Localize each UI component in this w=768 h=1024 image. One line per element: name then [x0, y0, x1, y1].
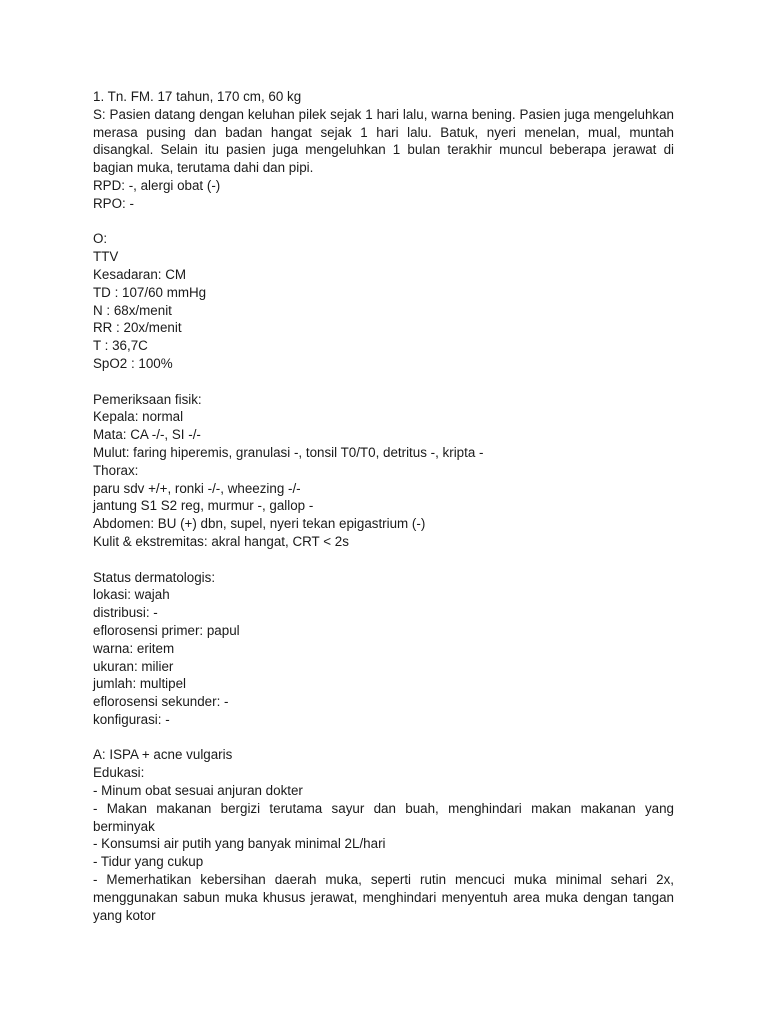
vital-respiratory-rate: RR : 20x/menit	[93, 320, 182, 336]
education-item: - Memerhatikan kebersihan daerah muka, seperti rutin mencuci muka minimal sehari 2x, menggunakan sabun muka khusus jerawat, menghindari menyentuh area muka dengan tangan yang kotor	[93, 872, 674, 923]
blank-line	[93, 551, 674, 569]
derm-count: jumlah: multipel	[93, 676, 187, 692]
education-heading: Edukasi:	[93, 765, 145, 781]
objective-heading: O:	[93, 231, 108, 247]
derm-primary-efflorescence: eflorosensi primer: papul	[93, 622, 240, 638]
derm-color: warna: eritem	[93, 640, 175, 656]
exam-eyes: Mata: CA -/-, SI -/-	[93, 427, 201, 443]
exam-mouth: Mulut: faring hiperemis, granulasi -, tonsil T0/T0, detritus -, kripta -	[93, 444, 484, 460]
vital-blood-pressure: TD : 107/60 mmHg	[93, 284, 207, 300]
derm-distribution: distribusi: -	[93, 605, 158, 621]
blank-line	[93, 373, 674, 391]
physical-exam-heading: Pemeriksaan fisik:	[93, 391, 202, 407]
patient-header: 1. Tn. FM. 17 tahun, 170 cm, 60 kg	[93, 89, 302, 104]
blank-line	[93, 213, 674, 231]
education-item: - Tidur yang cukup	[93, 854, 204, 870]
education-item: - Makan makanan bergizi terutama sayur dan buah, menghindari makan makanan yang berminyak	[93, 800, 674, 834]
exam-abdomen: Abdomen: BU (+) dbn, supel, nyeri tekan epigastrium (-)	[93, 516, 426, 532]
derm-size: ukuran: milier	[93, 658, 174, 674]
document-page	[93, 88, 674, 924]
vital-spo2: SpO2 : 100%	[93, 355, 173, 371]
exam-head: Kepala: normal	[93, 409, 184, 425]
vital-temperature: T : 36,7C	[93, 338, 148, 354]
derm-location: lokasi: wajah	[93, 587, 170, 603]
blank-line	[93, 729, 674, 747]
assessment-line: A: ISPA + acne vulgaris	[93, 747, 233, 763]
education-item: - Minum obat sesuai anjuran dokter	[93, 783, 303, 799]
vital-consciousness: Kesadaran: CM	[93, 266, 187, 282]
dermatology-heading: Status dermatologis:	[93, 569, 216, 585]
exam-skin-extremities: Kulit & ekstremitas: akral hangat, CRT < 2s	[93, 533, 349, 549]
exam-heart: jantung S1 S2 reg, murmur -, gallop -	[93, 498, 314, 514]
ttv-heading: TTV	[93, 249, 119, 265]
exam-thorax-heading: Thorax:	[93, 462, 139, 478]
rpd-line: RPD: -, alergi obat (-)	[93, 177, 221, 193]
vital-pulse: N : 68x/menit	[93, 302, 172, 318]
subjective-paragraph: S: Pasien datang dengan keluhan pilek sejak 1 hari lalu, warna bening. Pasien juga mengeluhkan merasa pusing dan badan hangat sejak 1 hari lalu. Batuk, nyeri menelan, mual, muntah disangkal. Selain itu pasien juga mengeluhkan 1 bulan terakhir muncul beberapa jerawat di bagian muka, terutama dahi dan pipi.	[93, 106, 674, 176]
exam-lungs: paru sdv +/+, ronki -/-, wheezing -/-	[93, 480, 301, 496]
rpo-line: RPO: -	[93, 195, 134, 211]
derm-secondary-efflorescence: eflorosensi sekunder: -	[93, 694, 229, 710]
derm-configuration: konfigurasi: -	[93, 711, 170, 727]
education-item: - Konsumsi air putih yang banyak minimal 2L/hari	[93, 836, 386, 852]
